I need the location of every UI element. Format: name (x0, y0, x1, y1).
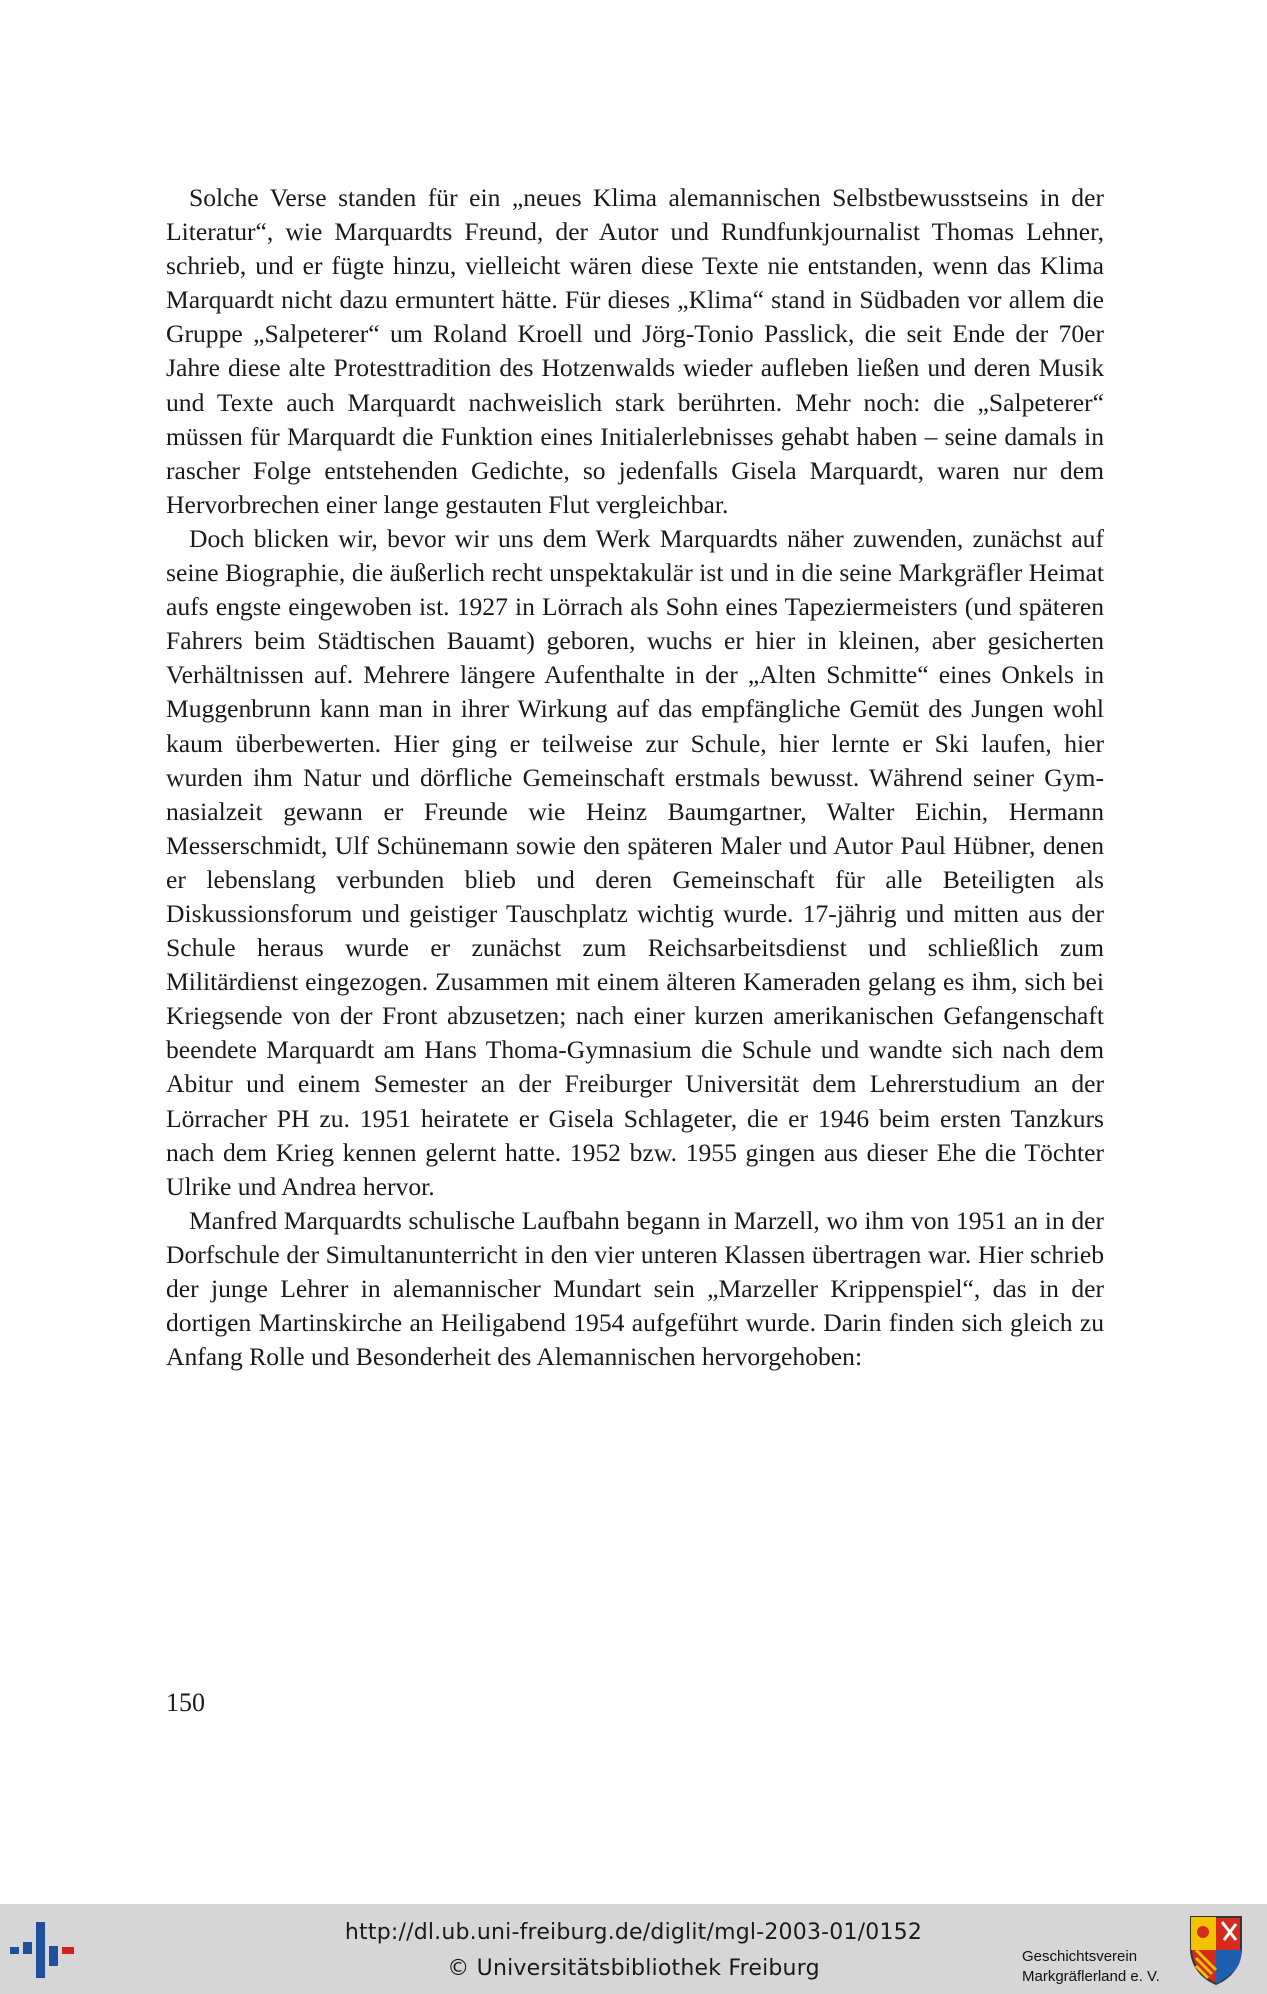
society-name-line: Markgräflerland e. V. (1022, 1968, 1160, 1985)
paragraph: Doch blicken wir, bevor wir uns dem Werk Marquardts näher zuwenden, zunächst auf seine Biographie, die äußerlich recht unspektakulär ist und in die seine Markgräfler Heimat aufs engste eingewoben ist. 1927 in Lörrach als Sohn eines Tapeziermeisters (und späteren Fahrers beim Städtischen Bauamt) geboren, wuchs er hier in kleinen, aber gesicherten Verhältnissen auf. Mehrere längere Aufenthalte in der „Alten Schmitte“ eines Onkels in Muggenbrunn kann man in ihrer Wirkung auf das empfängliche Gemüt des Jungen wohl kaum überbewerten. Hier ging er teilweise zur Schule, hier lernte er Ski laufen, hier wurden ihm Natur und dörfliche Gemeinschaft erstmals bewusst. Während seiner Gymnasialzeit gewann er Freunde wie Heinz Baumgartner, Walter Eichin, Hermann Messerschmidt, Ulf Schünemann sowie den späteren Maler und Autor Paul Hübner, denen er lebenslang verbunden blieb und deren Gemeinschaft für alle Beteiligten als Diskussionsforum und geistiger Tauschplatz wichtig wurde. 17-jährig und mitten aus der Schule heraus wurde er zunächst zum Reichsarbeitsdienst und schließlich zum Militärdienst eingezogen. Zusammen mit einem älteren Kameraden gelang es ihm, sich bei Kriegsende von der Front abzusetzen; nach einer kurzen amerikanischen Gefangenschaft beendete Marquardt am Hans Thoma-Gymnasium die Schule und wandte sich nach dem Abitur und einem Semester an der Freiburger Universität dem Lehrerstudium an der Lörracher PH zu. 1951 heiratete er Gisela Schlageter, die er 1946 beim ersten Tanzkurs nach dem Krieg kennen gelernt hatte. 1952 bzw. 1955 gingen aus dieser Ehe die Töchter Ulrike und Andrea hervor. (166, 523, 1104, 1201)
page-number: 150 (166, 1688, 205, 1717)
footer-bar (0, 1904, 1267, 1994)
coat-of-arms-icon (1188, 1914, 1244, 1986)
copyright-notice: © Universitätsbibliothek Freiburg (447, 1956, 820, 1981)
document-url-link[interactable]: http://dl.ub.uni-freiburg.de/diglit/mgl-2003-01/0152 (344, 1920, 923, 1945)
paragraph: Manfred Marquardts schulische Laufbahn begann in Marzell, wo ihm von 1951 an in der Dorfschule der Simultanunterricht in den vier unteren Klassen übertragen war. Hier schrieb der junge Lehrer in alemannischer Mundart sein „Marzeller Krippenspiel“, das in der dortigen Martinskirche an Heiligabend 1954 aufgeführt wurde. Darin finden sich gleich zu Anfang Rolle und Besonderheit des Alemannischen hervorgehoben: (166, 1205, 1104, 1372)
paragraph: Solche Verse standen für ein „neues Klima alemannischen Selbstbewusstseins in der Literatur“, wie Marquardts Freund, der Autor und Rundfunkjournalist Thomas Lehner, schrieb, und er fügte hinzu, vielleicht wären diese Texte nie entstanden, wenn das Klima Marquardt nicht dazu ermuntert hätte. Für dieses „Klima“ stand in Südbaden vor allem die Gruppe „Salpeterer“ um Roland Kroell und Jörg-Tonio Passlick, die seit Ende der 70er Jahre diese alte Protesttradition des Hotzenwalds wieder aufleben ließen und deren Musik und Texte auch Marquardt nachweislich stark berührten. Mehr noch: die „Salpeterer“ müssen für Marquardt die Funktion eines Initialerlebnisses gehabt haben – seine damals in rascher Folge entstehenden Gedichte, so jedenfalls Gisela Marquardt, waren nur dem Hervorbrechen einer lange gestauten Flut vergleichbar. (166, 183, 1104, 519)
society-name (1022, 1947, 1160, 1987)
society-name-line: Geschichtsverein (1022, 1948, 1138, 1965)
body-text (166, 181, 1104, 1374)
